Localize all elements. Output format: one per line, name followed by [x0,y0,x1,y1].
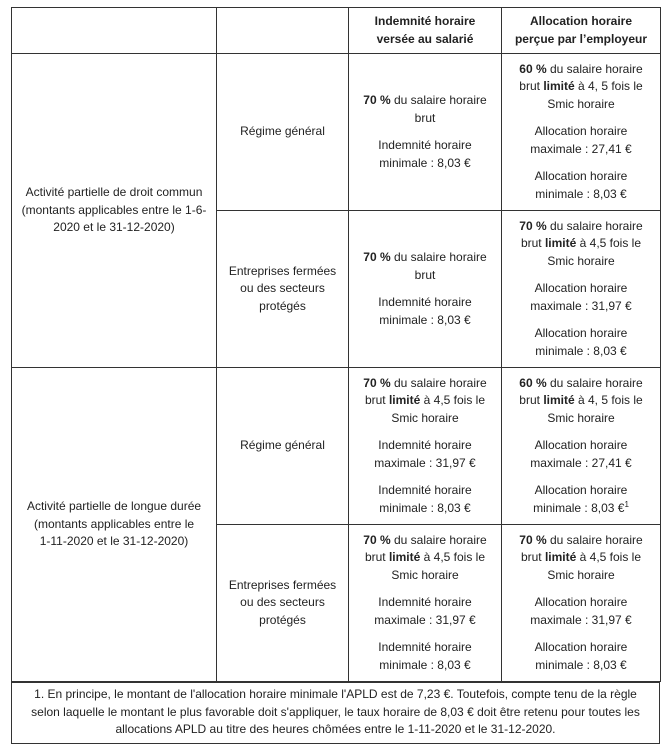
indemnite-rate: 70 % du salaire horaire brut [363,250,487,282]
indemnite-cell [349,368,502,525]
header-empty-cell-2 [217,8,349,54]
footnote: 1. En principe, le montant de l'allocation horaire minimale l'APLD est de 7,23 €. Toutefois, compte tenu de la règle selon laquelle le montant le plus favorable doit s'appliquer, le taux horaire de 8,03 € doit être retenu pour toutes les allocations APLD au titre des heures chômées entre le 1-11-2020 et le 31-12-2020. [11,682,660,744]
footnote-marker: 1 [624,499,629,509]
indemnite-max: Indemnité horaire maximale : 31,97 € [374,438,476,470]
indemnite-cell [349,211,502,368]
regime-label: Régime général [217,368,349,525]
allocation-cell [502,54,661,211]
indemnite-cell [349,54,502,211]
allocation-rate: 60 % du salaire horaire brut limité à 4, 5 fois le Smic horaire [519,375,643,425]
header-indemnite: Indemnité horaire versée au salarié [349,8,502,54]
allocation-max: Allocation horaire maximale : 31,97 € [530,595,632,627]
indemnite-min: Indemnité horaire minimale : 8,03 € [378,640,472,672]
allocation-rate: 70 % du salaire horaire brut limité à 4,5 fois le Smic horaire [519,218,643,268]
table-row [12,54,661,211]
allocation-min: Allocation horaire minimale : 8,03 € [534,169,628,201]
indemnite-min: Indemnité horaire minimale : 8,03 € [378,295,472,327]
allocation-rate: 70 % du salaire horaire brut limité à 4,5 fois le Smic horaire [519,532,643,582]
regime-label: Régime général [217,54,349,211]
allocation-max: Allocation horaire maximale : 27,41 € [530,438,632,470]
indemnite-rate: 70 % du salaire horaire brut limité à 4,5 fois le Smic horaire [363,532,487,582]
allocation-cell [502,211,661,368]
indemnite-rate: 70 % du salaire horaire brut [363,93,487,125]
allocation-rate: 60 % du salaire horaire brut limité à 4, 5 fois le Smic horaire [519,61,643,111]
header-allocation: Allocation horaire perçue par l’employeur [502,8,661,54]
header-empty-cell [12,8,217,54]
table-row [12,368,661,525]
allocation-cell [502,525,661,682]
indemnite-min: Indemnité horaire minimale : 8,03 € [378,138,472,170]
allocation-min: Allocation horaire minimale : 8,03 € [534,326,628,358]
indemnite-min: Indemnité horaire minimale : 8,03 € [378,483,472,515]
allocation-min: Allocation horaire minimale : 8,03 € [534,640,628,672]
indemnite-rate: 70 % du salaire horaire brut limité à 4,5 fois le Smic horaire [363,375,487,425]
header-row [12,8,661,54]
regime-label: Entreprises fermées ou des secteurs protégés [217,211,349,368]
allocation-min: Allocation horaire minimale : 8,03 €$^1$ [533,483,629,515]
indemnite-cell [349,525,502,682]
allocation-max: Allocation horaire maximale : 31,97 € [530,281,632,313]
allocation-table [11,7,661,682]
allocation-max: Allocation horaire maximale : 27,41 € [530,124,632,156]
section-label: Activité partielle de droit commun (montants applicables entre le 1-6- 2020 et le 31-12-2020) [12,54,217,368]
regime-label: Entreprises fermées ou des secteurs protégés [217,525,349,682]
indemnite-max: Indemnité horaire maximale : 31,97 € [374,595,476,627]
allocation-cell [502,368,661,525]
section-label: Activité partielle de longue durée (montants applicables entre le 1-11-2020 et le 31-12-2020) [12,368,217,682]
